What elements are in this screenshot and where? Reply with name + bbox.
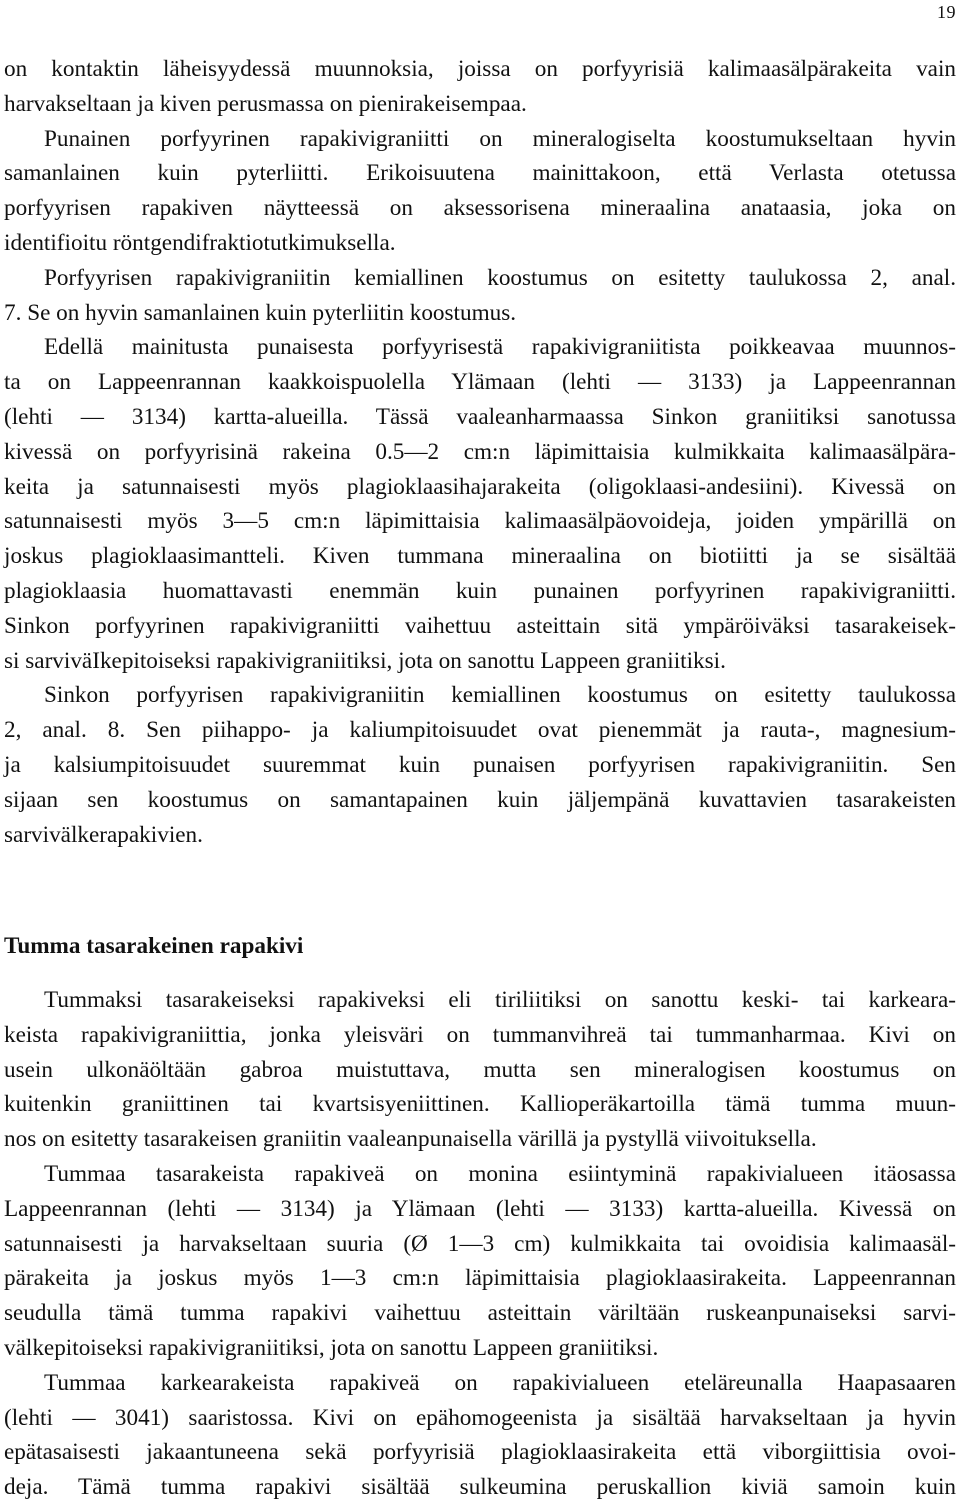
text-line: kuitenkin graniittinen tai kvartsisyeniittinen. Kallioperäkartoilla tämä tumma muun-: [4, 1091, 956, 1118]
text-line: joskus plagioklaasimantteli. Kiven tummana mineraalina on biotiitti ja se sisältää: [4, 543, 956, 570]
text-line: identifioitu röntgendifraktiotutkimuksella.: [4, 229, 396, 256]
text-line: sijaan sen koostumus on samantapainen kuin jäljempänä kuvattavien tasarakeisten: [4, 786, 956, 813]
text-line: välkepitoiseksi rapakivigraniitiksi, jota on sanottu Lappeen graniitiksi.: [4, 1334, 659, 1361]
text-line: Sinkon porfyyrinen rapakivigraniitti vaihettuu asteittain sitä ympäröiväksi tasarakeisek-: [4, 612, 956, 639]
text-line: ta on Lappeenrannan kaakkoispuolella Ylämaan (lehti — 3133) ja Lappeenrannan: [4, 369, 956, 396]
text-line: ja kalsiumpitoisuudet suuremmat kuin punaisen porfyyrisen rapakivigraniitin. Sen: [4, 751, 956, 778]
text-line: Lappeenrannan (lehti — 3134) ja Ylämaan (lehti — 3133) kartta-alueilla. Kivessä on: [4, 1195, 956, 1222]
text-line: Punainen porfyyrinen rapakivigraniitti on mineralogiselta koostumukseltaan hyvin: [44, 125, 956, 152]
text-line: on kontaktin läheisyydessä muunnoksia, joissa on porfyyrisiä kalimaasälpärakeita vain: [4, 56, 956, 82]
text-line: 2, anal. 8. Sen piihappo- ja kaliumpitoisuudet ovat pienemmät ja rauta-, magnesium-: [4, 717, 956, 744]
text-line: 7. Se on hyvin samanlainen kuin pyterliitin koostumus.: [4, 299, 517, 326]
section-heading: Tumma tasarakeinen rapakivi: [4, 933, 304, 959]
text-line: plagioklaasia huomattavasti enemmän kuin punainen porfyyrinen rapakivigraniitti.: [4, 577, 956, 604]
text-line: harvakseltaan ja kiven perusmassa on pienirakeisempaa.: [4, 90, 527, 117]
text-line: Tummaa karkearakeista rapakiveä on rapakivialueen eteläreunalla Haapasaaren: [44, 1369, 956, 1396]
text-line: Edellä mainitusta punaisesta porfyyrisestä rapakivigraniitista poikkeavaa muunnos-: [44, 334, 956, 361]
text-line: keista rapakivigraniittia, jonka yleisväri on tummanvihreä tai tummanharmaa. Kivi on: [4, 1021, 956, 1048]
text-line: seudulla tämä tumma rapakivi vaihettuu asteittain väriltään ruskeanpunaiseksi sarvi-: [4, 1300, 956, 1327]
text-line: (lehti — 3134) kartta-alueilla. Tässä vaaleanharmaassa Sinkon graniitiksi sanotussa: [4, 403, 956, 430]
text-line: usein ulkonäöltään gabroa muistuttava, mutta sen mineralogisen koostumus on: [4, 1056, 956, 1083]
text-line: si sarviväIkepitoiseksi rapakivigraniitiksi, jota on sanottu Lappeen graniitiksi.: [4, 647, 726, 674]
text-line: keita ja satunnaisesti myös plagioklaasihajarakeita (oligoklaasi-andesiini). Kivessä on: [4, 473, 956, 500]
text-line: Sinkon porfyyrisen rapakivigraniitin kemiallinen koostumus on esitetty taulukossa: [44, 682, 956, 709]
text-line: satunnaisesti ja harvakseltaan suuria (Ø 1—3 cm) kulmikkaita tai ovoidisia kalimaasäl-: [4, 1230, 956, 1257]
text-line: nos on esitetty tasarakeisen graniitin vaaleanpunaisella värillä ja pystyllä viivoituksella.: [4, 1126, 817, 1153]
text-line: kivessä on porfyyrisinä rakeina 0.5—2 cm:n läpimittaisia kulmikkaita kalimaasälpära-: [4, 438, 956, 465]
text-line: satunnaisesti myös 3—5 cm:n läpimittaisia kalimaasälpäovoideja, joiden ympärillä on: [4, 508, 956, 535]
text-line: Porfyyrisen rapakivigraniitin kemiallinen koostumus on esitetty taulukossa 2, anal.: [44, 264, 956, 291]
text-line: epätasaisesti jakaantuneena sekä porfyyrisiä plagioklaasirakeita että viborgiittisia ovoi-: [4, 1439, 956, 1466]
body-section-1: [4, 52, 956, 852]
text-line: sarvivälkerapakivien.: [4, 821, 203, 848]
body-section-2: [4, 983, 956, 1505]
text-line: Tummaa tasarakeista rapakiveä on monina esiintyminä rapakivialueen itäosassa: [44, 1160, 956, 1187]
text-line: (lehti — 3041) saaristossa. Kivi on epähomogeenista ja sisältää harvakseltaan ja hyvin: [4, 1404, 956, 1431]
text-line: porfyyrisen rapakiven näytteessä on aksessorisena mineraalina anataasia, joka on: [4, 195, 956, 222]
text-line: Tummaksi tasarakeiseksi rapakiveksi eli tiriliitiksi on sanottu keski- tai karkeara-: [44, 987, 956, 1013]
text-line: pärakeita ja joskus myös 1—3 cm:n läpimittaisia plagioklaasirakeita. Lappeenrannan: [4, 1265, 956, 1292]
text-line: samanlainen kuin pyterliitti. Erikoisuutena mainittakoon, että Verlasta otetussa: [4, 160, 956, 187]
page-number: 19: [937, 2, 956, 22]
text-line: deja. Tämä tumma rapakivi sisältää sulkeumina peruskallion kiviä samoin kuin: [4, 1474, 956, 1501]
